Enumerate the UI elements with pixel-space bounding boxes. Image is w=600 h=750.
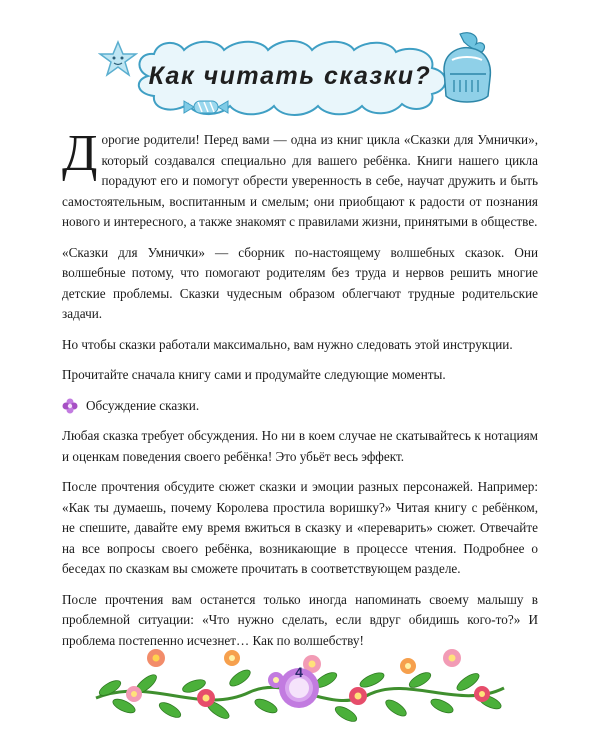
- intro-paragraph: [62, 125, 538, 233]
- bullet-discussion: [62, 396, 538, 417]
- intro-text: орогие родители! Перед вами — одна из книг цикла «Сказки для Умнички», который создавался специально для вашего ребёнка. Книги нашего цикла порадуют его и помогут обрести уверенность в себе, научат дружить и быть самостоятельным, воспитанным и смелым; они приобщают к радости от познания нового и интересного, а также знакомят с правилами жизни, принятыми в обществе.: [62, 132, 538, 229]
- paragraph-after-reading: После прочтения обсудите сюжет сказки и эмоции разных персонажей. Например: «Как ты думаешь, почему Королева простила воришку?» Читая книгу с ребёнком, не спешите, давайте ему время вжиться в сказку и «переварить» сюжет. Отвечайте на все вопросы своего ребёнка, возникающие в процессе чтения. Подробнее о беседах по сказкам вы сможете прочитать в соответствующем разделе.: [62, 479, 538, 576]
- page-number-container: [284, 658, 314, 688]
- flower-bullet-icon: [62, 398, 78, 414]
- paragraph-instruction: Но чтобы сказки работали максимально, вам нужно следовать этой инструкции.: [62, 336, 513, 352]
- article-body: [62, 125, 538, 661]
- page-title: Как читать сказки?: [148, 61, 432, 90]
- title-banner: [120, 32, 460, 120]
- drop-cap: Д: [62, 125, 98, 182]
- paragraph-read-first: Прочитайте сначала книгу сами и продумайте следующие моменты.: [62, 367, 446, 382]
- paragraph-collection: «Сказки для Умнички» — сборник по-настоящему волшебных сказок. Они волшебные потому, что помогают родителям без труда и нервов решить многие детские проблемы. Сказки чудесным образом облегчают трудные родительские задачи.: [62, 244, 538, 321]
- floral-garland: [90, 636, 510, 740]
- candy-icon: [182, 98, 230, 116]
- knight-helmet-icon: [430, 30, 500, 110]
- paragraph-discussion: Любая сказка требует обсуждения. Но ни в коем случае не скатывайтесь к нотациям и оценкам поведения своего ребёнка! Это убьёт весь эффект.: [62, 428, 538, 464]
- paragraph-reminder: После прочтения вам останется только иногда напоминать своему малышу в проблемной ситуации: «Что нужно сделать, если вдруг обидишь кого-то?» И проблема постепенно исчезнет… Как по волшебству!: [62, 591, 538, 648]
- page-number: 4: [295, 664, 303, 680]
- bullet-label: Обсуждение сказки.: [86, 397, 200, 413]
